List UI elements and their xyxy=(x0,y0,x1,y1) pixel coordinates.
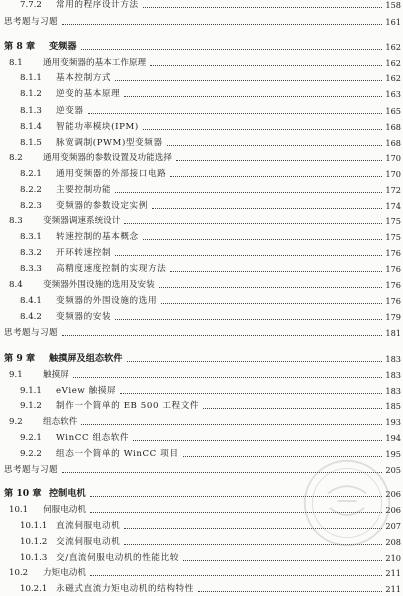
toc-entry-page-number: 206 xyxy=(385,489,401,499)
toc-entry-number: 10.1.1 xyxy=(20,521,48,531)
toc-entry xyxy=(9,151,401,165)
toc-entry-number: 8.4.1 xyxy=(20,296,42,306)
toc-entry-page-number: 170 xyxy=(385,153,401,163)
toc-entry-number: 8.1.1 xyxy=(20,73,42,83)
toc-entry-title: 组态一个简单的 WinCC 项目 xyxy=(56,449,179,459)
toc-entry-title: 组态软件 xyxy=(43,417,78,427)
toc-entry xyxy=(4,40,401,54)
dot-leader xyxy=(159,287,382,288)
toc-entry xyxy=(9,278,401,292)
dot-leader xyxy=(203,408,382,409)
toc-entry-title: 控制电机 xyxy=(49,488,86,499)
toc-entry xyxy=(20,399,401,413)
toc-entry-page-number: 183 xyxy=(385,354,401,364)
toc-entry xyxy=(20,384,401,398)
toc-entry-number: 9.2 xyxy=(9,417,23,427)
toc-entry-number: 8.1.4 xyxy=(20,122,42,132)
toc-entry-number: 10.1.2 xyxy=(20,537,48,547)
toc-entry xyxy=(4,352,401,366)
dot-leader xyxy=(124,223,382,224)
toc-entry xyxy=(20,136,401,150)
toc-entry-page-number: 183 xyxy=(385,386,401,396)
toc-entry xyxy=(4,15,401,29)
toc-entry-title: 开环转速控制 xyxy=(56,248,112,258)
toc-entry-number: 9.1.1 xyxy=(20,386,42,396)
toc-entry-number: 9.2.1 xyxy=(20,433,42,443)
toc-entry xyxy=(9,566,401,580)
toc-entry-number: 9.2.2 xyxy=(20,449,42,459)
toc-entry-page-number: 174 xyxy=(385,201,401,211)
toc-entry-title: 变频器的安装 xyxy=(56,312,112,322)
toc-entry-title: 直流伺服电动机 xyxy=(56,521,121,531)
dot-leader xyxy=(167,145,382,146)
toc-entry-number: 第 8 章 xyxy=(4,41,36,52)
toc-entry-title: 脉宽调制(PWM)型变频器 xyxy=(56,138,163,148)
toc-entry-title: 思考题与习题 xyxy=(4,465,58,475)
dot-leader xyxy=(62,335,382,336)
toc-entry xyxy=(20,167,401,181)
toc-entry-page-number: 176 xyxy=(385,296,401,306)
toc-entry xyxy=(20,310,401,324)
toc-entry xyxy=(20,199,401,213)
dot-leader xyxy=(115,255,382,256)
toc-entry xyxy=(20,0,401,12)
toc-entry-number: 8.1.2 xyxy=(20,89,42,99)
toc-entry-page-number: 183 xyxy=(385,370,401,380)
toc-entry-page-number: 194 xyxy=(385,433,401,443)
toc-entry-title: 变频器的参数设定实例 xyxy=(56,201,148,211)
dot-leader xyxy=(115,192,382,193)
toc-entry-page-number: 176 xyxy=(385,264,401,274)
toc-entry xyxy=(20,87,401,101)
toc-entry-page-number: 208 xyxy=(385,537,401,547)
toc-entry-page-number: 162 xyxy=(385,73,401,83)
toc-entry-page-number: 205 xyxy=(385,465,401,475)
toc-entry-number: 8.2 xyxy=(9,153,23,163)
toc-entry-page-number: 175 xyxy=(385,216,401,226)
toc-entry-title: 通用变频器的参数设置及功能选择 xyxy=(43,153,172,163)
toc-entry xyxy=(20,230,401,244)
toc-entry-title: 思考题与习题 xyxy=(4,17,58,27)
toc-entry-title: 永磁式直流力矩电动机的结构特性 xyxy=(56,584,194,594)
toc-entry xyxy=(20,294,401,308)
toc-entry xyxy=(20,551,401,565)
dot-leader xyxy=(143,239,382,240)
toc-entry-number: 9.1 xyxy=(9,370,23,380)
dot-leader xyxy=(81,424,382,425)
toc-entry-page-number: 168 xyxy=(385,122,401,132)
toc-entry-title: 常用的程序设计方法 xyxy=(56,0,139,10)
toc-entry xyxy=(9,368,401,382)
dot-leader xyxy=(127,361,383,362)
dot-leader xyxy=(143,7,382,8)
toc-entry xyxy=(20,104,401,118)
toc-entry-page-number: 165 xyxy=(385,106,401,116)
toc-entry xyxy=(9,56,401,70)
toc-entry-title: 基本控制方式 xyxy=(56,73,112,83)
toc-entry-number: 8.3.3 xyxy=(20,264,42,274)
dot-leader xyxy=(124,96,382,97)
toc-entry-page-number: 211 xyxy=(385,568,401,578)
toc-entry xyxy=(9,415,401,429)
toc-entry-number: 10.1.3 xyxy=(20,553,48,563)
dot-leader xyxy=(170,271,382,272)
toc-entry-number: 10.2 xyxy=(9,568,29,578)
toc-entry-page-number: 161 xyxy=(385,17,401,27)
dot-leader xyxy=(88,113,382,114)
toc-entry-title: 转速控制的基本概念 xyxy=(56,232,139,242)
toc-entry-title: 变频器 xyxy=(49,41,77,52)
toc-entry xyxy=(20,431,401,445)
toc-entry-page-number: 168 xyxy=(385,138,401,148)
toc-entry-number: 9.1.2 xyxy=(20,401,42,411)
toc-entry-page-number: 179 xyxy=(385,312,401,322)
toc-entry-title: 触摸屏及组态软件 xyxy=(49,353,123,364)
toc-entry-page-number: 162 xyxy=(385,58,401,68)
toc-entry-title: 触摸屏 xyxy=(43,370,69,380)
toc-entry xyxy=(20,183,401,197)
toc-entry-page-number: 193 xyxy=(385,417,401,427)
toc-entry-title: 思考题与习题 xyxy=(4,328,58,338)
toc-entry-number: 8.2.1 xyxy=(20,169,42,179)
dot-leader xyxy=(120,393,382,394)
toc-entry-number: 第 10 章 xyxy=(4,488,42,499)
toc-entry xyxy=(20,71,401,85)
toc-entry-title: 逆变的基本原理 xyxy=(56,89,121,99)
toc-entry-title: 智能功率模块(IPM) xyxy=(56,122,139,132)
toc-entry-page-number: 176 xyxy=(385,280,401,290)
toc-entry-page-number: 181 xyxy=(385,328,401,338)
toc-entry-number: 8.1.3 xyxy=(20,106,42,116)
toc-entry-title: 伺服电动机 xyxy=(43,505,86,515)
dot-leader xyxy=(115,80,382,81)
toc-entry-page-number: 206 xyxy=(385,505,401,515)
toc-entry-number: 8.3.2 xyxy=(20,248,42,258)
toc-entry-page-number: 195 xyxy=(385,449,401,459)
dot-leader xyxy=(143,129,382,130)
toc-entry-title: 逆变器 xyxy=(56,106,84,116)
toc-entry-number: 第 9 章 xyxy=(4,353,36,364)
toc-entry-title: WinCC 组态软件 xyxy=(56,433,130,443)
toc-entry-title: 交流伺服电动机 xyxy=(56,537,121,547)
toc-entry-title: 高精度速度控制的实现方法 xyxy=(56,264,167,274)
toc-entry-page-number: 210 xyxy=(385,553,401,563)
toc-entry-title: 变频器调速系统设计 xyxy=(43,216,121,226)
toc-entry-title: 主要控制功能 xyxy=(56,185,112,195)
dot-leader xyxy=(81,49,382,50)
toc-entry-number: 8.2.2 xyxy=(20,185,42,195)
dot-leader xyxy=(115,319,382,320)
toc-entry-title: 力矩电动机 xyxy=(43,568,86,578)
toc-entry-page-number: 163 xyxy=(385,89,401,99)
dot-leader xyxy=(176,160,382,161)
dot-leader xyxy=(150,65,382,66)
toc-entry-page-number: 170 xyxy=(385,169,401,179)
toc-entry-page-number: 162 xyxy=(385,42,401,52)
dot-leader xyxy=(161,303,382,304)
toc-entry-page-number: 158 xyxy=(385,0,401,10)
toc-entry-page-number: 175 xyxy=(385,232,401,242)
toc-entry-title: 变频器外围设施的选用及安装 xyxy=(43,280,155,290)
toc-entry-page-number: 207 xyxy=(385,521,401,531)
toc-entry xyxy=(4,326,401,340)
toc-entry-number: 7.7.2 xyxy=(20,0,42,10)
toc-entry-page-number: 176 xyxy=(385,248,401,258)
toc-entry xyxy=(20,120,401,134)
toc-entry-number: 8.3 xyxy=(9,216,23,226)
dot-leader xyxy=(198,591,382,592)
dot-leader xyxy=(170,176,382,177)
toc-entry-page-number: 211 xyxy=(385,584,401,594)
toc-entry-number: 8.1.5 xyxy=(20,138,42,148)
toc-entry xyxy=(20,262,401,276)
toc-entry-title: 通用变频器的基本工作原理 xyxy=(43,58,147,68)
dot-leader xyxy=(73,377,382,378)
dot-leader xyxy=(62,24,382,25)
toc-entry-number: 8.4.2 xyxy=(20,312,42,322)
toc-entry-page-number: 172 xyxy=(385,185,401,195)
toc-entry-title: eView 触摸屏 xyxy=(56,386,117,396)
toc-entry-number: 8.3.1 xyxy=(20,232,42,242)
toc-entry-number: 8.1 xyxy=(9,58,23,68)
dot-leader xyxy=(183,560,382,561)
toc-entry-page-number: 185 xyxy=(385,401,401,411)
toc-entry-number: 10.1 xyxy=(9,505,29,515)
dot-leader xyxy=(152,208,382,209)
toc-entry xyxy=(9,214,401,228)
toc-entry-number: 10.2.1 xyxy=(20,584,48,594)
toc-entry-title: 变频器的外围设施的选用 xyxy=(56,296,158,306)
toc-entry-title: 通用变频器的外部接口电路 xyxy=(56,169,167,179)
toc-entry-title: 交/直流伺服电动机的性能比较 xyxy=(56,553,180,563)
dot-leader xyxy=(133,440,382,441)
toc-entry xyxy=(20,246,401,260)
toc-entry-number: 8.4 xyxy=(9,280,23,290)
toc-entry-title: 制作一个简单的 EB 500 工程文件 xyxy=(56,401,200,411)
dot-leader xyxy=(90,575,382,576)
toc-entry-number: 8.2.3 xyxy=(20,201,42,211)
library-stamp-watermark xyxy=(299,455,395,551)
